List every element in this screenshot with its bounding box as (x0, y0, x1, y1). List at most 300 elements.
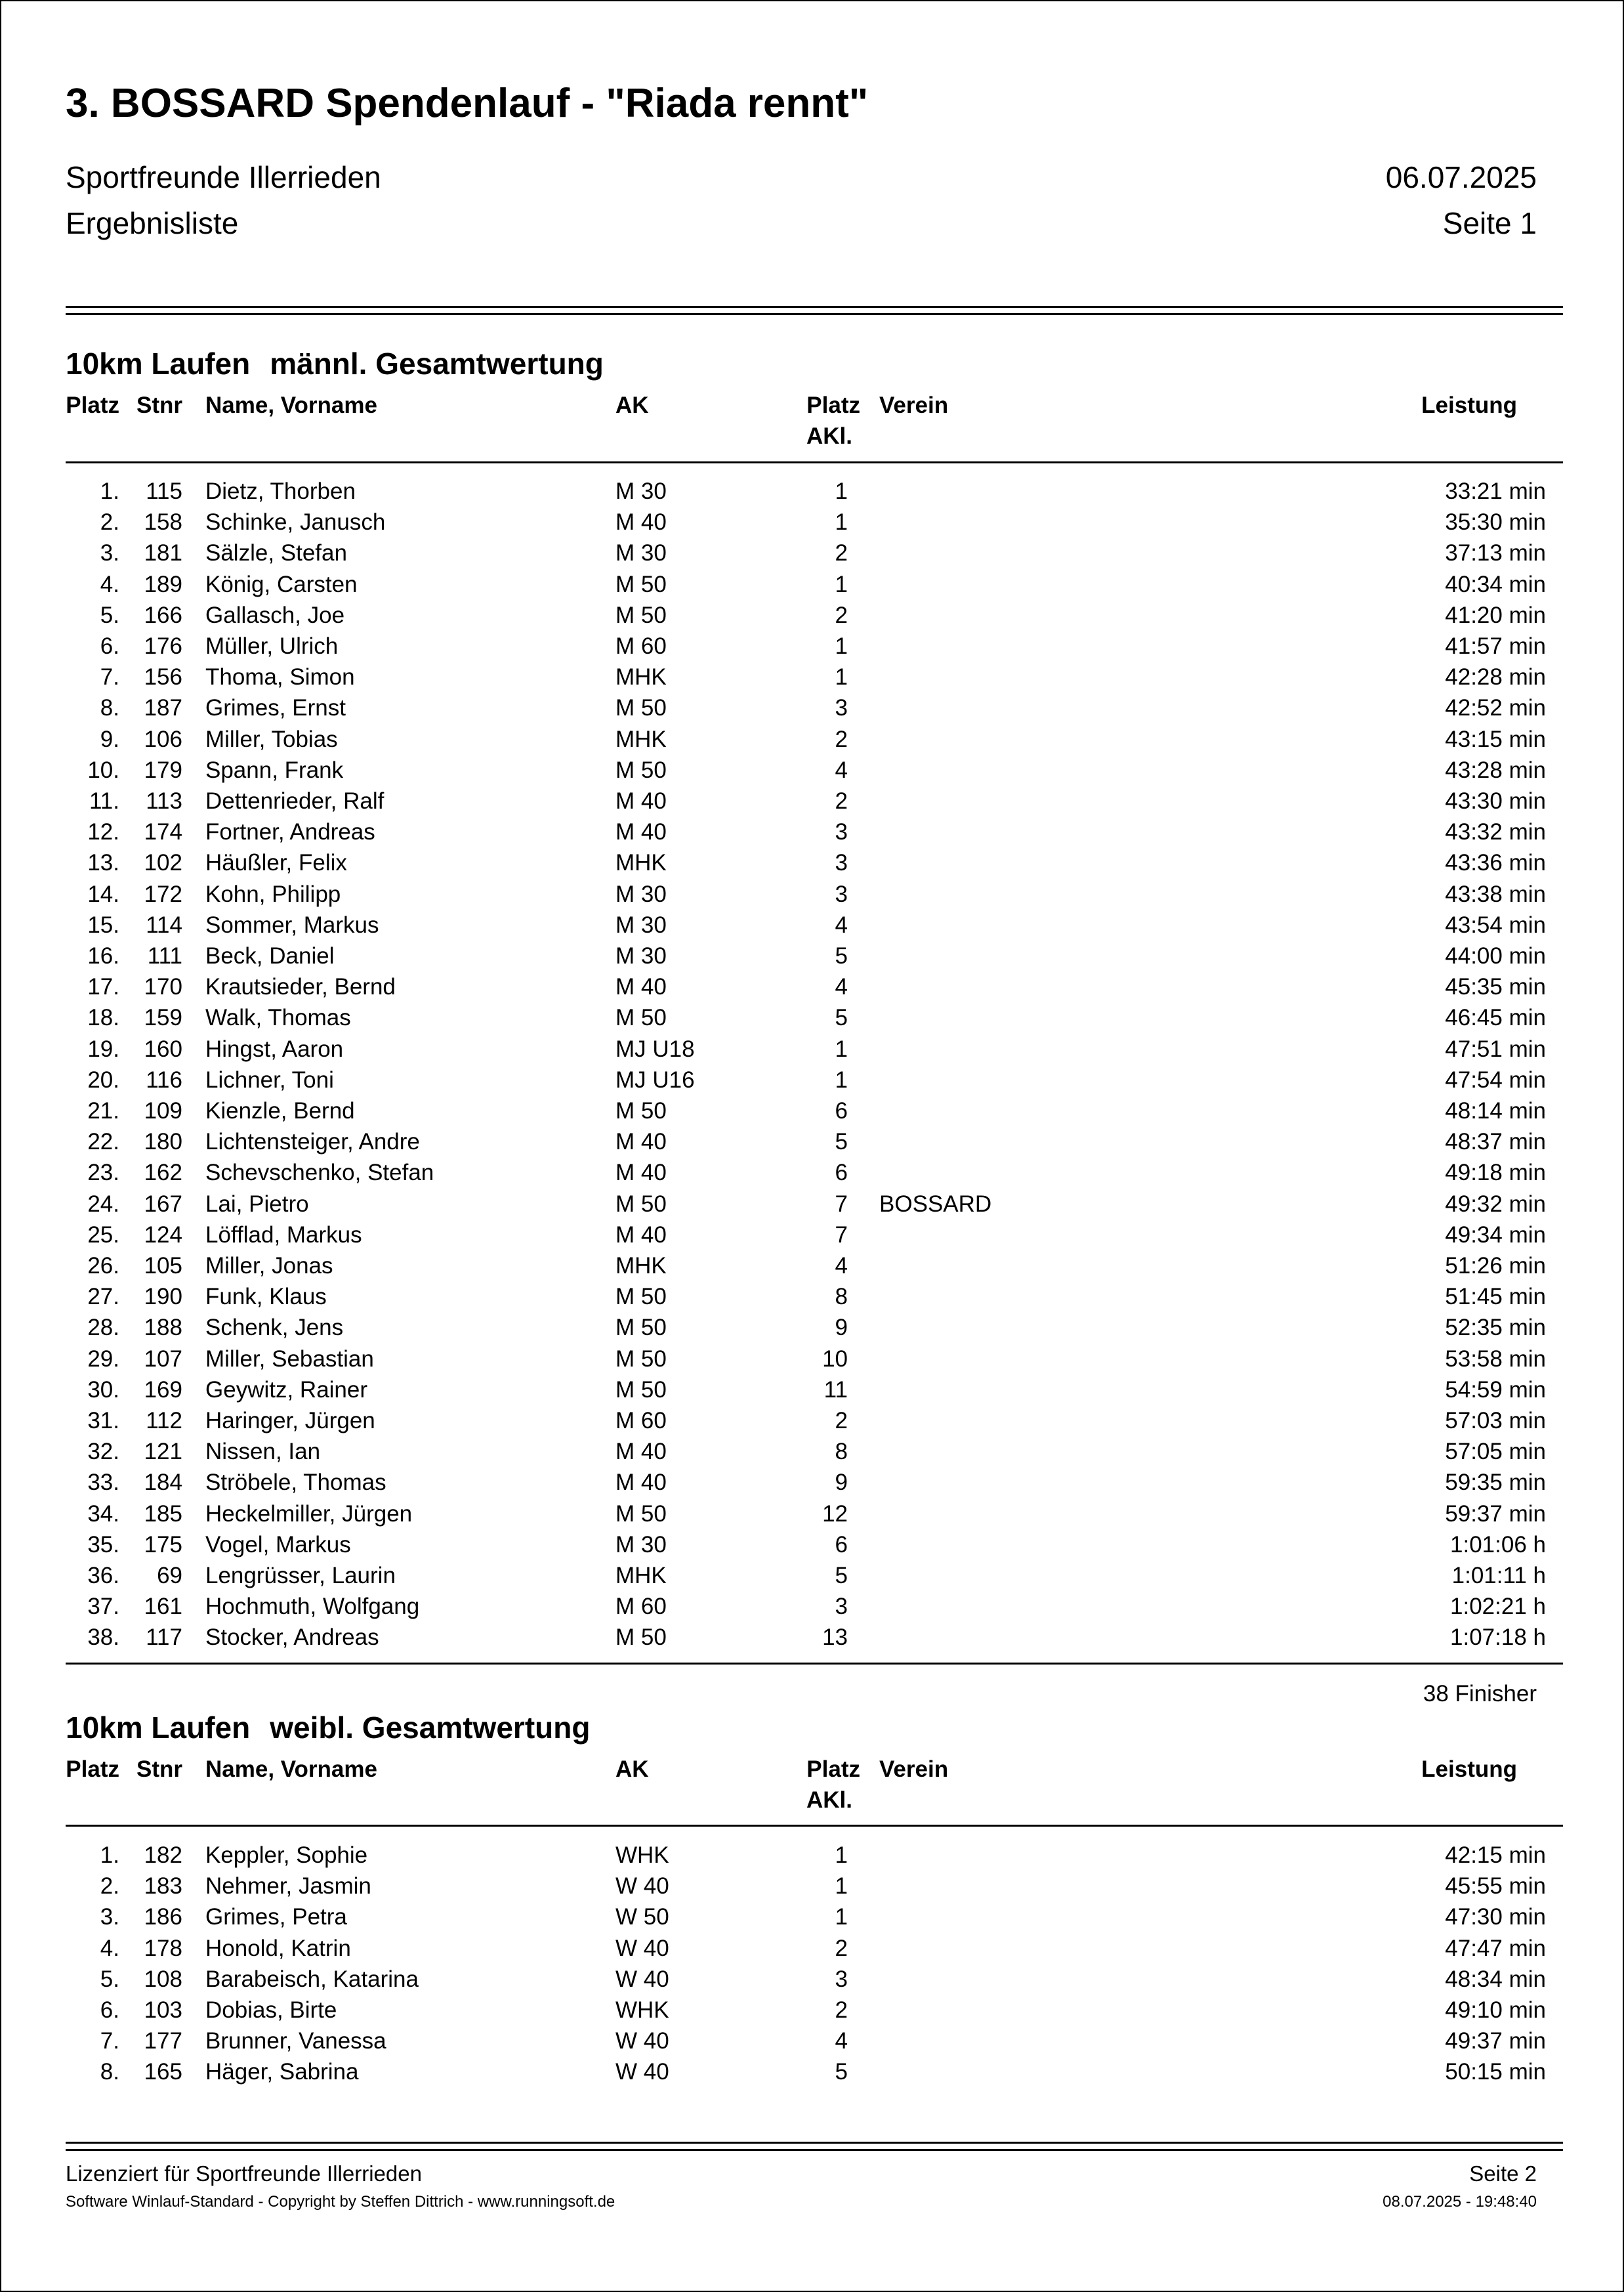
age-class: M 50 (615, 1315, 667, 1341)
rank: 28. (87, 1315, 119, 1341)
bib-number: 69 (157, 1563, 182, 1588)
bib-number: 174 (144, 819, 182, 845)
runner-name: Dobias, Birte (205, 1997, 337, 2023)
finish-time: 1:01:06 h (1450, 1531, 1546, 1558)
finish-time: 47:30 min (1445, 1904, 1546, 1930)
bib-number: 190 (144, 1284, 182, 1310)
bib-number: 161 (144, 1594, 182, 1620)
bib-number: 185 (144, 1500, 182, 1527)
rank: 36. (87, 1563, 119, 1588)
runner-name: Müller, Ulrich (205, 633, 339, 659)
rank: 33. (87, 1470, 119, 1496)
print-timestamp: 08.07.2025 - 19:48:40 (1383, 2193, 1537, 2211)
table-row (0, 847, 1624, 878)
age-class-rank: 7 (835, 1191, 848, 1217)
runner-name: Lai, Pietro (205, 1191, 309, 1217)
table-row (0, 631, 1624, 662)
table-row (0, 1840, 1624, 1871)
finish-time: 43:15 min (1445, 726, 1546, 752)
rank: 2. (100, 509, 119, 536)
bib-number: 113 (146, 788, 182, 814)
runner-name: Kienzle, Bernd (205, 1098, 355, 1124)
runner-name: Dettenrieder, Ralf (205, 788, 385, 814)
rank: 27. (87, 1284, 119, 1310)
finish-time: 41:57 min (1445, 633, 1546, 659)
runner-name: Honold, Katrin (205, 1935, 351, 1961)
finish-time: 57:03 min (1445, 1408, 1546, 1433)
age-class: M 30 (615, 1531, 667, 1558)
age-class-rank: 9 (835, 1315, 848, 1341)
bib-number: 111 (147, 943, 182, 969)
table-row (0, 1560, 1624, 1591)
age-class: M 40 (615, 1221, 667, 1248)
finish-time: 45:55 min (1445, 1873, 1546, 1899)
table-row (0, 2056, 1624, 2087)
age-class-rank: 13 (822, 1624, 848, 1651)
age-class-rank: 8 (835, 1284, 848, 1310)
finish-time: 41:20 min (1445, 602, 1546, 628)
rank: 9. (100, 726, 119, 752)
rank: 16. (87, 943, 119, 969)
finish-time: 43:32 min (1445, 819, 1546, 845)
runner-name: Dietz, Thorben (205, 478, 356, 504)
table-row (0, 692, 1624, 723)
finish-time: 48:37 min (1445, 1129, 1546, 1155)
finish-time: 54:59 min (1445, 1376, 1546, 1403)
col-platz-akl: Platz (806, 1756, 860, 1782)
organizer: Sportfreunde Illerrieden (66, 160, 381, 194)
age-class-rank: 2 (835, 1408, 848, 1433)
finish-time: 46:45 min (1445, 1005, 1546, 1031)
finish-time: 1:02:21 h (1450, 1594, 1546, 1620)
age-class-rank: 5 (835, 1005, 848, 1031)
rank: 37. (87, 1594, 119, 1620)
rank: 38. (87, 1624, 119, 1651)
bib-number: 160 (144, 1036, 182, 1062)
bib-number: 177 (144, 2028, 182, 2054)
page-title: 3. BOSSARD Spendenlauf - "Riada rennt" (66, 81, 869, 126)
runner-name: Nehmer, Jasmin (205, 1873, 371, 1899)
club: BOSSARD (879, 1191, 992, 1217)
table-row (0, 817, 1624, 847)
age-class: W 40 (615, 2059, 669, 2085)
page-label: Seite 1 (1442, 206, 1537, 240)
finish-time: 42:28 min (1445, 664, 1546, 690)
bib-number: 124 (144, 1221, 182, 1248)
bib-number: 162 (144, 1160, 182, 1186)
runner-name: Krautsieder, Bernd (205, 974, 396, 1000)
rank: 7. (100, 2028, 119, 2054)
age-class: M 50 (615, 571, 667, 597)
age-class: M 40 (615, 1160, 667, 1186)
age-class-rank: 2 (835, 788, 848, 814)
finish-time: 59:35 min (1445, 1470, 1546, 1496)
men-title-distance: 10km Laufen (66, 347, 251, 381)
age-class-rank: 7 (835, 1221, 848, 1248)
runner-name: Geywitz, Rainer (205, 1376, 368, 1403)
rank: 5. (100, 1966, 119, 1992)
rank: 15. (87, 912, 119, 938)
runner-name: Spann, Frank (205, 757, 344, 783)
age-class-rank: 5 (835, 2059, 848, 2085)
table-row (0, 1312, 1624, 1343)
age-class: WHK (615, 1842, 669, 1868)
table-row (0, 1995, 1624, 2026)
finish-time: 45:35 min (1445, 974, 1546, 1000)
men-section-title (66, 346, 604, 381)
age-class: M 40 (615, 974, 667, 1000)
finish-time: 49:10 min (1445, 1997, 1546, 2023)
finish-time: 33:21 min (1445, 478, 1546, 504)
age-class-rank: 3 (835, 1594, 848, 1620)
bib-number: 170 (144, 974, 182, 1000)
age-class-rank: 4 (835, 912, 848, 938)
finisher-count: 38 Finisher (1423, 1681, 1537, 1707)
age-class: MHK (615, 726, 667, 752)
finish-time: 51:45 min (1445, 1284, 1546, 1310)
table-row (0, 2026, 1624, 2056)
table-row (0, 1529, 1624, 1560)
footer-page-number: Seite 2 (1469, 2161, 1537, 2186)
table-row (0, 1126, 1624, 1157)
col-stnr: Stnr (136, 1756, 182, 1782)
rank: 13. (87, 850, 119, 876)
rank: 6. (100, 1997, 119, 2023)
runner-name: Schinke, Janusch (205, 509, 386, 536)
table-row (0, 1436, 1624, 1467)
table-row (0, 476, 1624, 507)
age-class: M 30 (615, 943, 667, 969)
women-header-rule (66, 1825, 1563, 1827)
table-row (0, 1065, 1624, 1095)
bib-number: 176 (144, 633, 182, 659)
age-class: M 50 (615, 1376, 667, 1403)
bib-number: 117 (146, 1624, 182, 1651)
age-class: M 30 (615, 540, 667, 566)
age-class: M 50 (615, 757, 667, 783)
table-row (0, 1374, 1624, 1405)
age-class-rank: 3 (835, 819, 848, 845)
age-class: M 50 (615, 1191, 667, 1217)
table-row (0, 662, 1624, 692)
age-class-rank: 3 (835, 1966, 848, 1992)
runner-name: Funk, Klaus (205, 1284, 327, 1310)
age-class: M 50 (615, 1500, 667, 1527)
age-class: MHK (615, 850, 667, 876)
rank: 2. (100, 1873, 119, 1899)
runner-name: Walk, Thomas (205, 1005, 351, 1031)
rank: 4. (100, 571, 119, 597)
age-class: MJ U16 (615, 1067, 695, 1093)
table-row (0, 507, 1624, 538)
rank: 32. (87, 1439, 119, 1465)
runner-name: Nissen, Ian (205, 1439, 321, 1465)
table-row (0, 1250, 1624, 1281)
age-class-rank: 6 (835, 1098, 848, 1124)
col-name: Name, Vorname (205, 1756, 377, 1782)
age-class: M 30 (615, 478, 667, 504)
age-class: WHK (615, 1997, 669, 2023)
finish-time: 35:30 min (1445, 509, 1546, 536)
age-class: MHK (615, 664, 667, 690)
table-row (0, 755, 1624, 786)
table-row (0, 1281, 1624, 1312)
runner-name: Miller, Tobias (205, 726, 338, 752)
table-row (0, 569, 1624, 600)
age-class: W 50 (615, 1904, 669, 1930)
rank: 26. (87, 1253, 119, 1279)
runner-name: Lichtensteiger, Andre (205, 1129, 420, 1155)
col-ak: AK (615, 393, 649, 418)
list-title: Ergebnisliste (66, 206, 239, 240)
age-class-rank: 4 (835, 757, 848, 783)
runner-name: Miller, Sebastian (205, 1346, 374, 1372)
runner-name: Miller, Jonas (205, 1253, 333, 1279)
bib-number: 189 (144, 571, 182, 597)
finish-time: 1:01:11 h (1451, 1563, 1546, 1588)
women-title-category: weibl. Gesamtwertung (270, 1710, 591, 1745)
runner-name: Grimes, Ernst (205, 695, 346, 721)
finish-time: 57:05 min (1445, 1439, 1546, 1465)
bib-number: 180 (144, 1129, 182, 1155)
age-class-rank: 6 (835, 1531, 848, 1558)
finish-time: 50:15 min (1445, 2059, 1546, 2085)
table-row (0, 879, 1624, 910)
table-row (0, 1964, 1624, 1995)
table-row (0, 1498, 1624, 1529)
col-name: Name, Vorname (205, 393, 377, 418)
bib-number: 121 (144, 1439, 182, 1465)
rank: 17. (87, 974, 119, 1000)
age-class: M 50 (615, 1005, 667, 1031)
age-class: W 40 (615, 1966, 669, 1992)
age-class-rank: 12 (822, 1500, 848, 1527)
rank: 24. (87, 1191, 119, 1217)
runner-name: Schevschenko, Stefan (205, 1160, 434, 1186)
rank: 29. (87, 1346, 119, 1372)
age-class-rank: 1 (835, 633, 848, 659)
age-class-rank: 1 (835, 1842, 848, 1868)
table-row (0, 1095, 1624, 1126)
runner-name: Haringer, Jürgen (205, 1408, 375, 1433)
runner-name: Heckelmiller, Jürgen (205, 1500, 413, 1527)
age-class-rank: 1 (835, 1904, 848, 1930)
age-class: M 40 (615, 1129, 667, 1155)
finish-time: 48:34 min (1445, 1966, 1546, 1992)
age-class-rank: 4 (835, 1253, 848, 1279)
age-class-rank: 3 (835, 850, 848, 876)
runner-name: Hingst, Aaron (205, 1036, 344, 1062)
rank: 20. (87, 1067, 119, 1093)
rank: 8. (100, 695, 119, 721)
age-class: MHK (615, 1563, 667, 1588)
bib-number: 106 (144, 726, 182, 752)
women-section-title (66, 1710, 590, 1745)
bib-number: 159 (144, 1005, 182, 1031)
rank: 1. (100, 478, 119, 504)
table-row (0, 538, 1624, 568)
rank: 23. (87, 1160, 119, 1186)
runner-name: Häger, Sabrina (205, 2059, 359, 2085)
license-text: Lizenziert für Sportfreunde Illerrieden (66, 2161, 422, 2186)
runner-name: Sälzle, Stefan (205, 540, 347, 566)
age-class: MHK (615, 1253, 667, 1279)
bib-number: 186 (144, 1904, 182, 1930)
age-class: M 40 (615, 509, 667, 536)
rank: 4. (100, 1935, 119, 1961)
footer-divider (66, 2142, 1563, 2151)
bib-number: 178 (144, 1935, 182, 1961)
age-class: M 50 (615, 602, 667, 628)
rank: 31. (87, 1408, 119, 1433)
finish-time: 53:58 min (1445, 1346, 1546, 1372)
runner-name: Ströbele, Thomas (205, 1470, 386, 1496)
men-header-rule (66, 461, 1563, 463)
bib-number: 184 (144, 1470, 182, 1496)
finish-time: 43:54 min (1445, 912, 1546, 938)
bib-number: 112 (146, 1408, 182, 1433)
age-class: M 50 (615, 1098, 667, 1124)
age-class-rank: 2 (835, 540, 848, 566)
table-row (0, 1405, 1624, 1436)
table-row (0, 600, 1624, 631)
age-class-rank: 1 (835, 1873, 848, 1899)
finish-time: 48:14 min (1445, 1098, 1546, 1124)
bib-number: 103 (144, 1997, 182, 2023)
age-class: M 30 (615, 881, 667, 907)
col-stnr: Stnr (136, 393, 182, 418)
age-class-rank: 1 (835, 1036, 848, 1062)
table-row (0, 1467, 1624, 1498)
software-credit: Software Winlauf-Standard - Copyright by Steffen Dittrich - www.runningsoft.de (66, 2193, 615, 2211)
rank: 22. (87, 1129, 119, 1155)
table-row (0, 1871, 1624, 1901)
age-class-rank: 1 (835, 571, 848, 597)
finish-time: 43:38 min (1445, 881, 1546, 907)
finish-time: 47:54 min (1445, 1067, 1546, 1093)
finish-time: 49:18 min (1445, 1160, 1546, 1186)
runner-name: Gallasch, Joe (205, 602, 345, 628)
runner-name: Grimes, Petra (205, 1904, 347, 1930)
col-platz: Platz (66, 1756, 119, 1782)
rank: 12. (87, 819, 119, 845)
age-class: M 40 (615, 1470, 667, 1496)
col-leistung: Leistung (1421, 1756, 1517, 1782)
rank: 10. (87, 757, 119, 783)
age-class-rank: 1 (835, 478, 848, 504)
finish-time: 59:37 min (1445, 1500, 1546, 1527)
table-row (0, 910, 1624, 941)
table-row (0, 1344, 1624, 1374)
age-class-rank: 11 (823, 1376, 848, 1403)
finish-time: 42:52 min (1445, 695, 1546, 721)
age-class-rank: 4 (835, 2028, 848, 2054)
women-title-distance: 10km Laufen (66, 1710, 251, 1745)
age-class-rank: 2 (835, 602, 848, 628)
finish-time: 52:35 min (1445, 1315, 1546, 1341)
runner-name: Löfflad, Markus (205, 1221, 362, 1248)
age-class: M 60 (615, 633, 667, 659)
finish-time: 47:51 min (1445, 1036, 1546, 1062)
runner-name: Stocker, Andreas (205, 1624, 379, 1651)
bib-number: 187 (144, 695, 182, 721)
col-ak: AK (615, 1756, 649, 1782)
runner-name: Lengrüsser, Laurin (205, 1563, 396, 1588)
age-class-rank: 8 (835, 1439, 848, 1465)
age-class: W 40 (615, 1935, 669, 1961)
bib-number: 108 (144, 1966, 182, 1992)
bib-number: 158 (144, 509, 182, 536)
col-platz: Platz (66, 393, 119, 418)
col-verein: Verein (879, 1756, 949, 1782)
runner-name: Barabeisch, Katarina (205, 1966, 419, 1992)
age-class-rank: 1 (835, 1067, 848, 1093)
age-class-rank: 10 (822, 1346, 848, 1372)
table-row (0, 724, 1624, 755)
table-row (0, 786, 1624, 817)
finish-time: 49:32 min (1445, 1191, 1546, 1217)
age-class: M 40 (615, 788, 667, 814)
finish-time: 44:00 min (1445, 943, 1546, 969)
rank: 5. (100, 602, 119, 628)
age-class-rank: 5 (835, 1563, 848, 1588)
table-row (0, 1002, 1624, 1033)
age-class-rank: 6 (835, 1160, 848, 1186)
rank: 14. (87, 881, 119, 907)
finish-time: 43:30 min (1445, 788, 1546, 814)
age-class: W 40 (615, 1873, 669, 1899)
finish-time: 40:34 min (1445, 571, 1546, 597)
finish-time: 42:15 min (1445, 1842, 1546, 1868)
age-class-rank: 5 (835, 1129, 848, 1155)
bib-number: 166 (144, 602, 182, 628)
bib-number: 114 (146, 912, 182, 938)
age-class-rank: 2 (835, 1935, 848, 1961)
age-class-rank: 1 (835, 664, 848, 690)
table-row (0, 1034, 1624, 1065)
finish-time: 47:47 min (1445, 1935, 1546, 1961)
bib-number: 179 (144, 757, 182, 783)
runner-name: König, Carsten (205, 571, 358, 597)
runner-name: Schenk, Jens (205, 1315, 344, 1341)
rank: 18. (87, 1005, 119, 1031)
rank: 21. (87, 1098, 119, 1124)
header-divider (66, 306, 1563, 315)
runner-name: Brunner, Vanessa (205, 2028, 386, 2054)
table-row (0, 1591, 1624, 1622)
age-class-rank: 1 (835, 509, 848, 536)
age-class-rank: 3 (835, 695, 848, 721)
bib-number: 181 (144, 540, 182, 566)
finish-time: 43:28 min (1445, 757, 1546, 783)
runner-name: Lichner, Toni (205, 1067, 334, 1093)
rank: 34. (87, 1500, 119, 1527)
rank: 7. (100, 664, 119, 690)
age-class-rank: 2 (835, 1997, 848, 2023)
age-class-rank: 3 (835, 881, 848, 907)
runner-name: Hochmuth, Wolfgang (205, 1594, 420, 1620)
men-title-category: männl. Gesamtwertung (270, 347, 604, 381)
bib-number: 188 (144, 1315, 182, 1341)
age-class: M 60 (615, 1408, 667, 1433)
rank: 25. (87, 1221, 119, 1248)
bib-number: 167 (144, 1191, 182, 1217)
bib-number: 107 (144, 1346, 182, 1372)
age-class: W 40 (615, 2028, 669, 2054)
age-class: M 50 (615, 1284, 667, 1310)
bib-number: 116 (146, 1067, 182, 1093)
table-row (0, 971, 1624, 1002)
